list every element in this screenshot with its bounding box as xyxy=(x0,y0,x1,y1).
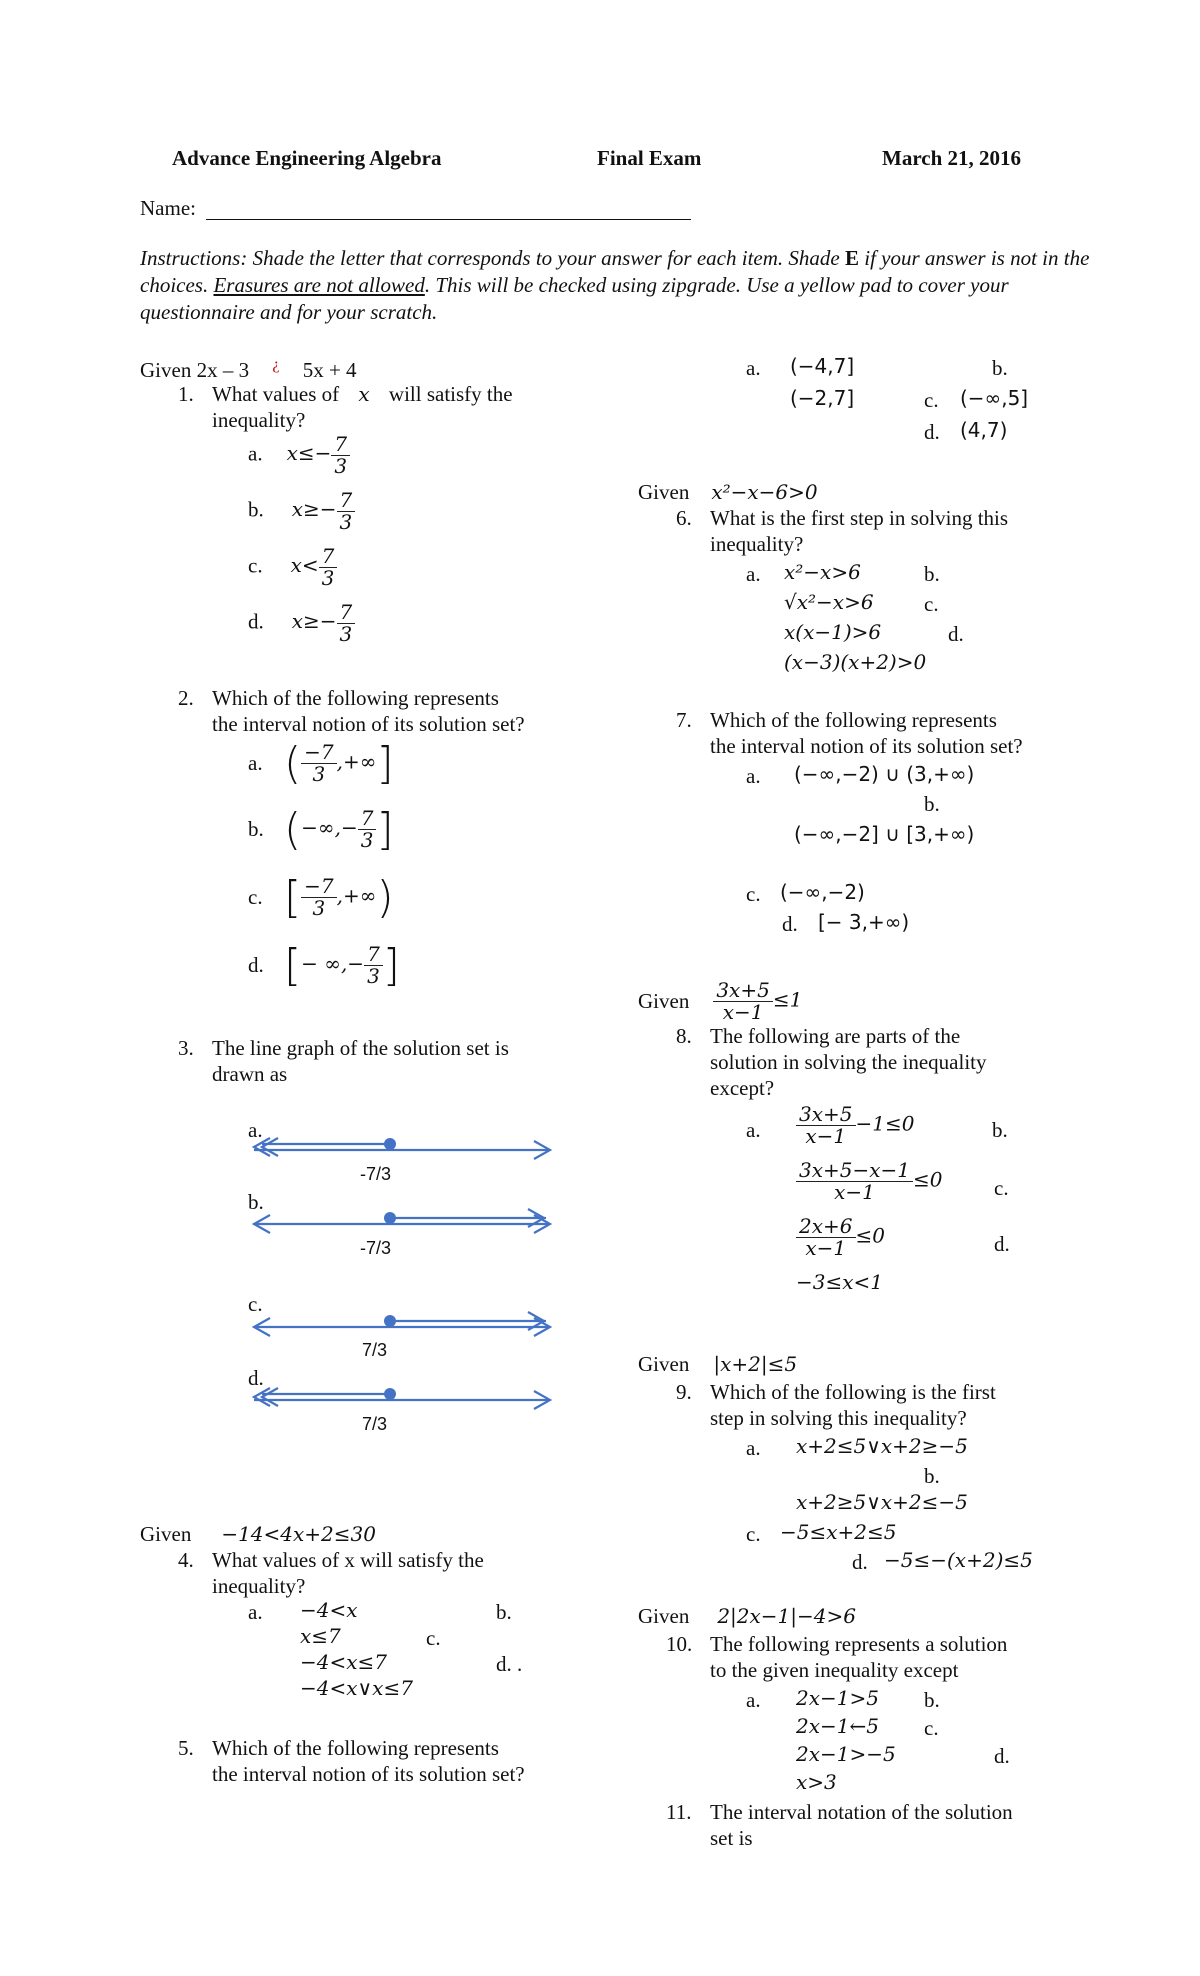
q11-text-2: set is xyxy=(710,1826,753,1850)
q6-option-d-letter[interactable]: d. xyxy=(948,622,964,646)
q3-point-d xyxy=(384,1388,396,1400)
q9-text-2: step in solving this inequality? xyxy=(710,1406,967,1430)
given-10: Given 2|2x−1|−4>6 xyxy=(638,1604,856,1628)
q5-option-d[interactable]: (4,7) xyxy=(960,418,1008,442)
q2-text-2: the interval notion of its solution set? xyxy=(212,712,525,736)
q7-option-c-letter[interactable]: c. xyxy=(746,882,761,906)
q6-option-c-letter[interactable]: c. xyxy=(924,592,939,616)
q6-option-b[interactable]: √x²−x>6 xyxy=(784,590,874,614)
q8-option-c-letter[interactable]: c. xyxy=(994,1176,1009,1200)
q7-text: Which of the following represents xyxy=(710,708,997,732)
q4-option-b-letter[interactable]: b. xyxy=(496,1600,512,1624)
q8-option-b[interactable]: $\frac{3x+5-x-1}{x-1}$ ≤0 xyxy=(796,1160,943,1203)
q2-number: 2. xyxy=(178,686,194,710)
q7-option-a-letter[interactable]: a. xyxy=(746,764,761,788)
q10-option-c-letter[interactable]: c. xyxy=(924,1716,939,1740)
q1-option-a[interactable]: a. x≤− $\frac{7}{3}$ xyxy=(248,434,350,477)
q7-option-c[interactable]: (−∞,−2) xyxy=(780,880,865,904)
q6-text: What is the first step in solving this xyxy=(710,506,1009,530)
q6-number: 6. xyxy=(676,506,692,530)
q3-label-c: 7/3 xyxy=(362,1340,388,1360)
q3-line-b xyxy=(254,1209,550,1233)
q4-text: What values of x will satisfy the xyxy=(212,1548,484,1572)
q7-option-b-letter[interactable]: b. xyxy=(924,792,940,816)
q5-text-2: the interval notion of its solution set? xyxy=(212,1762,525,1786)
q4-option-d-letter[interactable]: d. . xyxy=(496,1652,523,1676)
name-label: Name: xyxy=(140,196,196,220)
q4-number: 4. xyxy=(178,1548,194,1572)
q11-number: 11. xyxy=(666,1800,692,1824)
q6-option-d[interactable]: (x−3)(x+2)>0 xyxy=(784,650,927,674)
q5-option-d-letter[interactable]: d. xyxy=(924,420,940,444)
q8-text: The following are parts of the xyxy=(710,1024,961,1048)
q4-text-2: inequality? xyxy=(212,1574,306,1598)
q11-text: The interval notation of the solution xyxy=(710,1800,1013,1824)
q8-text-3: except? xyxy=(710,1076,775,1100)
q5-option-a-letter[interactable]: a. xyxy=(746,356,761,380)
q8-option-d-letter[interactable]: d. xyxy=(994,1232,1010,1256)
given-8: Given $\frac{3x+5}{x-1}$ ≤1 xyxy=(638,978,803,1024)
q8-option-a[interactable]: $\frac{3x+5}{x-1}$ −1≤0 xyxy=(796,1104,914,1147)
q5-option-c[interactable]: (−∞,5] xyxy=(960,386,1029,410)
q6-option-a-letter[interactable]: a. xyxy=(746,562,761,586)
q3-option-c-letter[interactable]: c. xyxy=(248,1292,263,1316)
q3-number-lines xyxy=(240,1120,570,1450)
q3-label-a: -7/3 xyxy=(360,1164,392,1184)
given-9: Given |x+2|≤5 xyxy=(638,1352,798,1376)
q3-point-c xyxy=(384,1315,396,1327)
q10-option-a-letter[interactable]: a. xyxy=(746,1688,761,1712)
q5-text: Which of the following represents xyxy=(212,1736,499,1760)
q1-option-c[interactable]: c. x< $\frac{7}{3}$ xyxy=(248,546,337,589)
q7-option-b[interactable]: (−∞,−2] ∪ [3,+∞) xyxy=(794,822,975,846)
q4-option-c-letter[interactable]: c. xyxy=(426,1626,441,1650)
q10-text: The following represents a solution xyxy=(710,1632,1008,1656)
q8-option-a-letter[interactable]: a. xyxy=(746,1118,761,1142)
q3-option-b-letter[interactable]: b. xyxy=(248,1190,264,1214)
q5-option-b[interactable]: (−2,7] xyxy=(790,386,855,410)
q9-option-d[interactable]: −5≤−(x+2)≤5 xyxy=(884,1548,1033,1572)
q3-label-b: -7/3 xyxy=(360,1238,392,1258)
q8-option-b-letter[interactable]: b. xyxy=(992,1118,1008,1142)
q2-text: Which of the following represents xyxy=(212,686,499,710)
q2-option-d[interactable]: d. [− ∞,− $\frac{7}{3}$ ] xyxy=(248,940,400,991)
q9-option-a[interactable]: x+2≤5∨x+2≥−5 xyxy=(796,1434,968,1458)
q3-option-d-letter[interactable]: d. xyxy=(248,1366,264,1390)
q7-option-d-letter[interactable]: d. xyxy=(782,912,798,936)
q9-option-b[interactable]: x+2≥5∨x+2≤−5 xyxy=(796,1490,968,1514)
q1-number: 1. xyxy=(178,382,194,406)
q3-option-a-letter[interactable]: a. xyxy=(248,1118,263,1142)
q10-option-b[interactable]: 2x−1←5 xyxy=(796,1714,879,1738)
q10-option-d[interactable]: x>3 xyxy=(796,1770,837,1794)
exam-title: Final Exam xyxy=(597,146,702,170)
q1-text: What values of x will satisfy the xyxy=(212,382,513,406)
q5-option-b-letter[interactable]: b. xyxy=(992,356,1008,380)
q5-option-a[interactable]: (−4,7] xyxy=(790,354,855,378)
q3-point-a xyxy=(384,1138,396,1150)
course-title: Advance Engineering Algebra xyxy=(172,146,442,170)
q8-option-c[interactable]: $\frac{2x+6}{x-1}$ ≤0 xyxy=(796,1216,885,1259)
q8-number: 8. xyxy=(676,1024,692,1048)
q9-number: 9. xyxy=(676,1380,692,1404)
q10-option-a[interactable]: 2x−1>5 xyxy=(796,1686,879,1710)
q8-option-d[interactable]: −3≤x<1 xyxy=(796,1270,884,1294)
q3-line-d xyxy=(254,1388,550,1409)
q5-option-c-letter[interactable]: c. xyxy=(924,388,939,412)
q9-option-a-letter[interactable]: a. xyxy=(746,1436,761,1460)
given-6: Given x²−x−6>0 xyxy=(638,480,818,504)
q6-option-c[interactable]: x(x−1)>6 xyxy=(784,620,882,644)
q9-option-d-letter[interactable]: d. xyxy=(852,1550,868,1574)
q3-label-d: 7/3 xyxy=(362,1414,388,1434)
q6-option-a[interactable]: x²−x>6 xyxy=(784,560,861,584)
q4-option-a-letter[interactable]: a. xyxy=(248,1600,263,1624)
q6-text-2: inequality? xyxy=(710,532,804,556)
q10-option-b-letter[interactable]: b. xyxy=(924,1688,940,1712)
q3-text: The line graph of the solution set is xyxy=(212,1036,509,1060)
q9-option-c-letter[interactable]: c. xyxy=(746,1522,761,1546)
q6-option-b-letter[interactable]: b. xyxy=(924,562,940,586)
q7-option-d[interactable]: [− 3,+∞) xyxy=(818,910,910,934)
q3-line-c xyxy=(254,1312,550,1336)
q2-option-b[interactable]: b. (−∞,− $\frac{7}{3}$ ] xyxy=(248,804,394,855)
q3-text-2: drawn as xyxy=(212,1062,288,1086)
q2-option-a[interactable]: a. ( $\frac{-7}{3}$ ,+∞] xyxy=(248,738,394,789)
given-1: Given 2x – 3 ¿ 5x + 4 xyxy=(140,356,357,382)
q3-point-b xyxy=(384,1212,396,1224)
q9-text: Which of the following is the first xyxy=(710,1380,996,1404)
q1-option-b[interactable]: b. x≥− $\frac{7}{3}$ xyxy=(248,490,355,533)
q7-text-2: the interval notion of its solution set? xyxy=(710,734,1023,758)
q9-option-c[interactable]: −5≤x+2≤5 xyxy=(780,1520,897,1544)
given-4: Given −14<4x+2≤30 xyxy=(140,1522,376,1546)
q4-option-a[interactable]: −4<x xyxy=(300,1598,358,1622)
q4-option-c[interactable]: −4<x≤7 xyxy=(300,1650,388,1674)
instructions: Instructions: Shade the letter that corresponds to your answer for each item. Shade E if your answer is not in the choices. Erasures are not allowed. This will be checked using zipgrade. Use a yellow pad to cover your questionnaire and for your scratch. xyxy=(140,246,1090,324)
name-field-line[interactable] xyxy=(206,219,691,220)
q4-option-d[interactable]: −4<x∨x≤7 xyxy=(300,1676,413,1700)
q7-option-a[interactable]: (−∞,−2) ∪ (3,+∞) xyxy=(794,762,975,786)
q2-option-c[interactable]: c. [ $\frac{-7}{3}$ ,+∞) xyxy=(248,872,394,923)
q9-option-b-letter[interactable]: b. xyxy=(924,1464,940,1488)
exam-date: March 21, 2016 xyxy=(882,146,1022,170)
q7-number: 7. xyxy=(676,708,692,732)
q5-number: 5. xyxy=(178,1736,194,1760)
q10-text-2: to the given inequality except xyxy=(710,1658,959,1682)
q10-option-c[interactable]: 2x−1>−5 xyxy=(796,1742,896,1766)
q8-text-2: solution in solving the inequality xyxy=(710,1050,987,1074)
q1-text-2: inequality? xyxy=(212,408,306,432)
q1-option-d[interactable]: d. x≥− $\frac{7}{3}$ xyxy=(248,602,355,645)
q4-option-b[interactable]: x≤7 xyxy=(300,1624,341,1648)
q10-number: 10. xyxy=(666,1632,693,1656)
q3-line-a xyxy=(254,1138,550,1159)
q10-option-d-letter[interactable]: d. xyxy=(994,1744,1010,1768)
q3-number: 3. xyxy=(178,1036,194,1060)
